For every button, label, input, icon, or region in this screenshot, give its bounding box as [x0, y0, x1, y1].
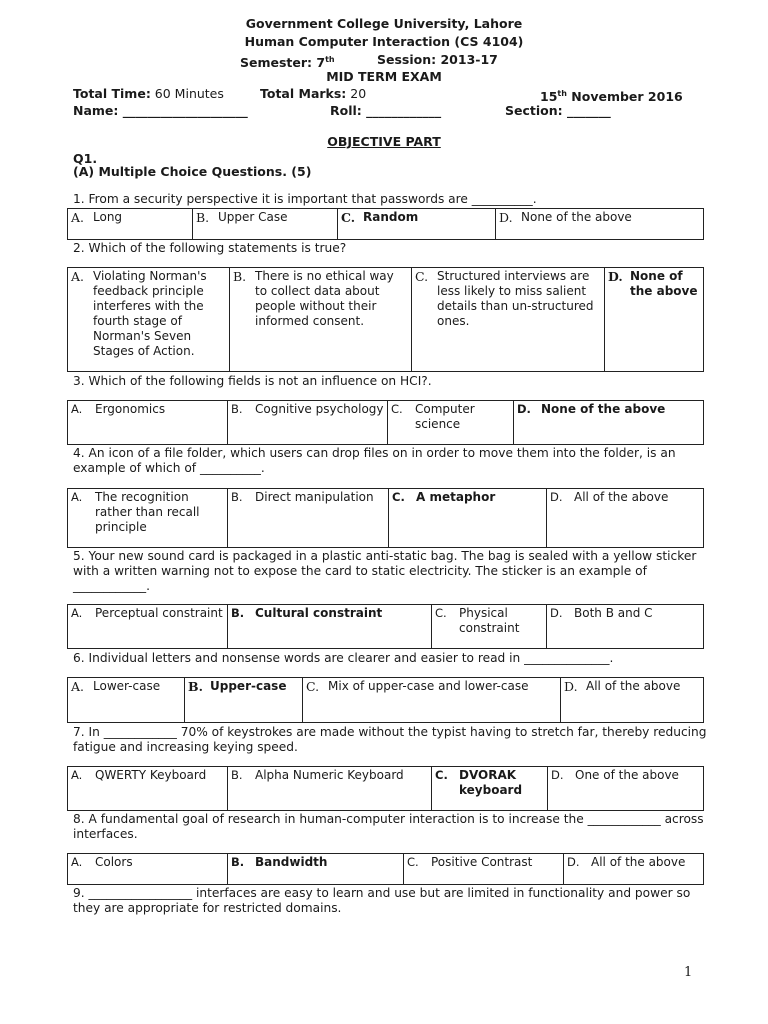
question-9: 9. _________________ interfaces are easy to learn and use but are limited in functionality and power so they are appropriate for restricted domains. — [73, 886, 691, 915]
option-b: B. Upper Case — [193, 209, 338, 240]
option-d: D. None of the above — [496, 209, 704, 240]
option-c: C. Structured interviews are less likely to miss salient details than un-structured ones. — [412, 268, 605, 372]
options-q1 — [67, 208, 704, 240]
option-d: D. One of the above — [548, 767, 704, 811]
session: Session: 2013-17 — [377, 52, 498, 67]
section-field: Section: _______ — [505, 103, 611, 118]
option-a: A. Ergonomics — [68, 401, 228, 445]
options-q4 — [67, 488, 704, 548]
option-b: B. Alpha Numeric Keyboard — [228, 767, 432, 811]
option-c: C. DVORAK keyboard — [432, 767, 548, 811]
question-5: 5. Your new sound card is packaged in a plastic anti-static bag. The bag is sealed with a yellow sticker with a written warning not to expose the card to static electricity. The sticker is an example of ____________. — [73, 549, 697, 593]
exam-title: MID TERM EXAM — [326, 69, 442, 84]
university-name: Government College University, Lahore — [245, 16, 523, 31]
question-4: 4. An icon of a file folder, which users can drop files on in order to move them into the folder, is an example of which of __________. — [73, 446, 676, 475]
course-title: Human Computer Interaction (CS 4104) — [244, 34, 524, 49]
option-a: A. Perceptual constraint — [68, 605, 228, 649]
option-b: B. There is no ethical way to collect data about people without their informed consent. — [230, 268, 412, 372]
question-7: 7. In ____________ 70% of keystrokes are made without the typist having to stretch far, thereby reducing fatigue and increasing keying speed. — [73, 725, 707, 754]
option-c: C. Positive Contrast — [404, 854, 564, 885]
option-b: B. Upper-case — [185, 678, 303, 723]
q1-label: Q1. — [73, 151, 98, 166]
option-b: B. Cognitive psychology — [228, 401, 388, 445]
option-d: D. None of the above — [605, 268, 704, 372]
question-1: 1. From a security perspective it is important that passwords are __________. — [73, 192, 537, 206]
option-b: B. Bandwidth — [228, 854, 404, 885]
option-c: C. A metaphor — [389, 489, 547, 548]
page-number: 1 — [684, 965, 693, 980]
mcq-heading: (A) Multiple Choice Questions. (5) — [73, 164, 312, 179]
option-c: C. Computer science — [388, 401, 514, 445]
option-a: A. Violating Norman's feedback principle interferes with the fourth stage of Norman's Seven Stages of Action. — [68, 268, 230, 372]
section-title: OBJECTIVE PART — [327, 134, 441, 149]
options-q8 — [67, 853, 704, 885]
options-q5 — [67, 604, 704, 649]
option-a: A. The recognition rather than recall principle — [68, 489, 228, 548]
option-a: A. QWERTY Keyboard — [68, 767, 228, 811]
options-q7 — [67, 766, 704, 811]
exam-date: 15th November 2016 — [540, 89, 683, 105]
roll-field: Roll: ____________ — [330, 103, 442, 118]
option-c: C. Physical constraint — [432, 605, 547, 649]
name-field: Name: ____________________ — [73, 103, 248, 118]
question-6: 6. Individual letters and nonsense words are clearer and easier to read in ______________. — [73, 651, 614, 665]
option-c: C. Mix of upper-case and lower-case — [303, 678, 561, 723]
total-time: Total Time: 60 Minutes — [73, 86, 224, 101]
option-c: C. Random — [338, 209, 496, 240]
option-d: D. None of the above — [514, 401, 704, 445]
option-d: D. All of the above — [564, 854, 704, 885]
option-d: D. All of the above — [547, 489, 704, 548]
options-q2 — [67, 267, 704, 372]
option-a: A. Long — [68, 209, 193, 240]
question-2: 2. Which of the following statements is true? — [73, 241, 347, 255]
question-8: 8. A fundamental goal of research in human-computer interaction is to increase the ____________ across interfaces. — [73, 812, 704, 841]
option-b: B. Cultural constraint — [228, 605, 432, 649]
option-a: A. Colors — [68, 854, 228, 885]
total-marks: Total Marks: 20 — [260, 86, 367, 101]
question-3: 3. Which of the following fields is not an influence on HCI?. — [73, 374, 432, 388]
option-d: D. All of the above — [561, 678, 704, 723]
option-b: B. Direct manipulation — [228, 489, 389, 548]
semester: Semester: 7th — [240, 55, 335, 71]
option-a: A. Lower-case — [68, 678, 185, 723]
options-q3 — [67, 400, 704, 445]
option-d: D. Both B and C — [547, 605, 704, 649]
options-q6 — [67, 677, 704, 723]
